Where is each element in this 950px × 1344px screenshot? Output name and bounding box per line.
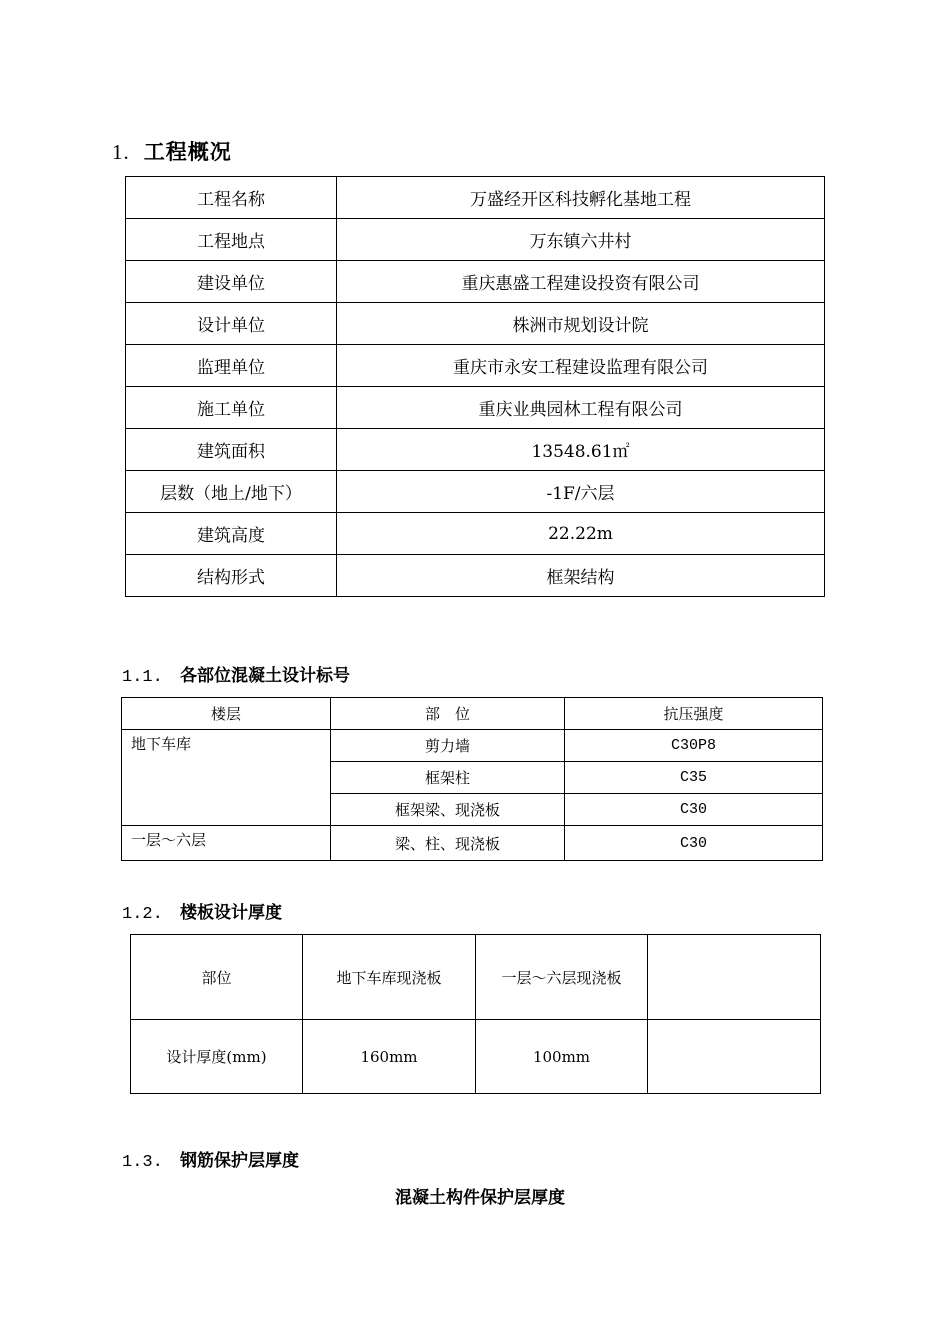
section-title: 各部位混凝土设计标号: [180, 666, 350, 686]
section-number: 1.2.: [122, 905, 163, 924]
grade-cell: C30: [565, 826, 823, 861]
section-number: 1.3.: [122, 1153, 163, 1172]
table-row: [126, 219, 825, 261]
section-title: 楼板设计厚度: [180, 903, 282, 923]
slab-cell: 部位: [131, 935, 303, 1020]
part-cell: 框架梁、现浇板: [331, 794, 565, 826]
part-cell: 框架柱: [331, 762, 565, 794]
table-row: [126, 471, 825, 513]
section-1-3-heading: [122, 1146, 299, 1172]
field-label: 施工单位: [126, 387, 337, 429]
section-1-2-heading: [122, 898, 282, 924]
cover-table-title: 混凝土构件保护层厚度: [395, 1188, 565, 1208]
header-part: 部 位: [331, 698, 565, 730]
section-1-heading: [112, 136, 232, 166]
table-row: [126, 303, 825, 345]
section-number: 1.: [112, 140, 130, 164]
field-value: 万东镇六井村: [337, 219, 825, 261]
field-label: 建筑面积: [126, 429, 337, 471]
field-label: 建设单位: [126, 261, 337, 303]
section-number: 1.1.: [122, 668, 163, 687]
slab-cell: 一层～六层现浇板: [476, 935, 648, 1020]
field-value: 重庆业典园林工程有限公司: [337, 387, 825, 429]
field-value: 13548.61㎡: [337, 429, 825, 471]
grade-cell: C35: [565, 762, 823, 794]
field-value: 框架结构: [337, 555, 825, 597]
section-1-1-heading: [122, 661, 350, 687]
slab-cell: [648, 935, 821, 1020]
part-cell: 梁、柱、现浇板: [331, 826, 565, 861]
table-row: [126, 261, 825, 303]
slab-cell: 地下车库现浇板: [303, 935, 476, 1020]
slab-cell: 100mm: [476, 1020, 648, 1094]
table-row: [126, 387, 825, 429]
field-value: 22.22m: [337, 513, 825, 555]
field-value: -1F/六层: [337, 471, 825, 513]
field-label: 设计单位: [126, 303, 337, 345]
table-row: [126, 513, 825, 555]
grade-cell: C30: [565, 794, 823, 826]
header-strength: 抗压强度: [565, 698, 823, 730]
table-row: [126, 555, 825, 597]
slab-cell: 设计厚度(mm): [131, 1020, 303, 1094]
header-floor: 楼层: [122, 698, 331, 730]
table-row: [126, 177, 825, 219]
field-label: 层数（地上/地下）: [126, 471, 337, 513]
part-cell: 剪力墙: [331, 730, 565, 762]
table-row: [131, 1020, 821, 1094]
field-label: 工程地点: [126, 219, 337, 261]
field-label: 结构形式: [126, 555, 337, 597]
section-title: 工程概况: [143, 139, 232, 164]
project-overview-table: [125, 176, 825, 597]
section-title: 钢筋保护层厚度: [180, 1151, 299, 1171]
field-label: 工程名称: [126, 177, 337, 219]
slab-thickness-table: [130, 934, 821, 1094]
field-value: 重庆市永安工程建设监理有限公司: [337, 345, 825, 387]
field-value: 万盛经开区科技孵化基地工程: [337, 177, 825, 219]
table-row: [131, 935, 821, 1020]
slab-cell: [648, 1020, 821, 1094]
slab-cell: 160mm: [303, 1020, 476, 1094]
table-row: [122, 826, 823, 861]
concrete-grade-table: [121, 697, 823, 861]
table-row: [122, 730, 823, 762]
grade-cell: C30P8: [565, 730, 823, 762]
table-row: [126, 345, 825, 387]
field-value: 株洲市规划设计院: [337, 303, 825, 345]
field-label: 监理单位: [126, 345, 337, 387]
table-row: [126, 429, 825, 471]
field-value: 重庆惠盛工程建设投资有限公司: [337, 261, 825, 303]
table-header-row: [122, 698, 823, 730]
floor-cell: 地下车库: [122, 730, 331, 826]
field-label: 建筑高度: [126, 513, 337, 555]
floor-cell: 一层～六层: [122, 826, 331, 861]
